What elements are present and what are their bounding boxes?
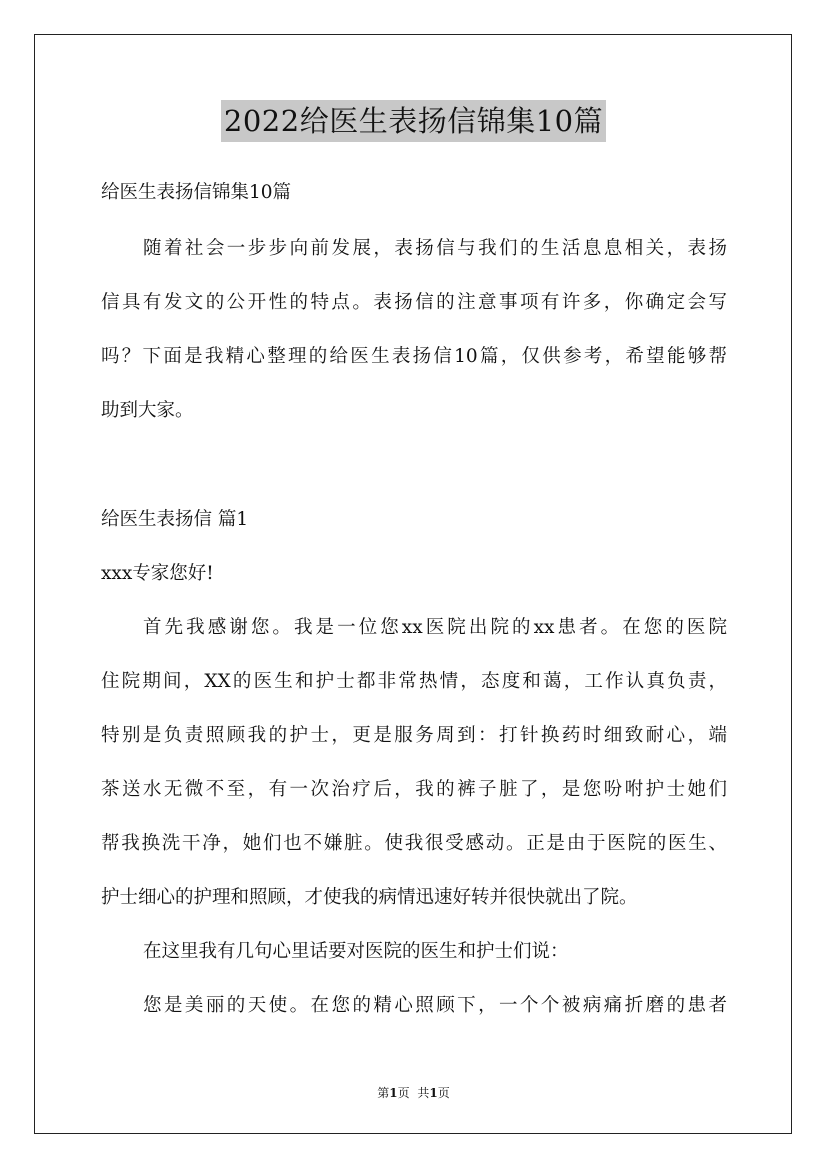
body-line-6: 护士细心的护理和照顾，才使我的病情迅速好转并很快就出了院。: [101, 887, 638, 908]
greeting: xxx专家您好!: [101, 563, 214, 584]
body-line-2: 住院期间，XX的医生和护士都非常热情，态度和蔼，工作认真负责，: [101, 671, 727, 692]
page-number: 1: [389, 1086, 398, 1100]
body-line-7: 在这里我有几句心里话要对医院的医生和护士们说：: [143, 941, 569, 962]
body-line-3: 特别是负责照顾我的护士，更是服务周到：打针换药时细致耐心，端: [101, 725, 727, 746]
body-line-8: 您是美丽的天使。在您的精心照顾下，一个个被病痛折磨的患者: [143, 995, 727, 1016]
intro-line-2: 信具有发文的公开性的特点。表扬信的注意事项有许多，你确定会写: [101, 292, 727, 313]
total-suffix: 页: [437, 1086, 450, 1100]
intro-line-1: 随着社会一步步向前发展，表扬信与我们的生活息息相关，表扬: [143, 238, 727, 259]
total-prefix: 共: [417, 1086, 430, 1100]
body-line-5: 帮我换洗干净，她们也不嫌脏。使我很受感动。正是由于医院的医生、: [101, 833, 727, 854]
intro-line-3: 吗？下面是我精心整理的给医生表扬信10篇，仅供参考，希望能够帮: [101, 346, 727, 367]
document-title: 2022给医生表扬信锦集10篇: [221, 100, 606, 142]
page-suffix: 页: [397, 1086, 410, 1100]
body-line-1: 首先我感谢您。我是一位您xx医院出院的xx患者。在您的医院: [143, 617, 727, 638]
intro-line-4: 助到大家。: [101, 400, 194, 421]
subtitle: 给医生表扬信锦集10篇: [101, 182, 292, 203]
title-container: [0, 100, 827, 142]
section-heading: 给医生表扬信 篇1: [101, 509, 249, 530]
body-line-4: 茶送水无微不至，有一次治疗后，我的裤子脏了，是您吩咐护士她们: [101, 779, 727, 800]
page-prefix: 第: [377, 1086, 390, 1100]
total-number: 1: [429, 1086, 438, 1100]
page-footer: [0, 1085, 827, 1101]
